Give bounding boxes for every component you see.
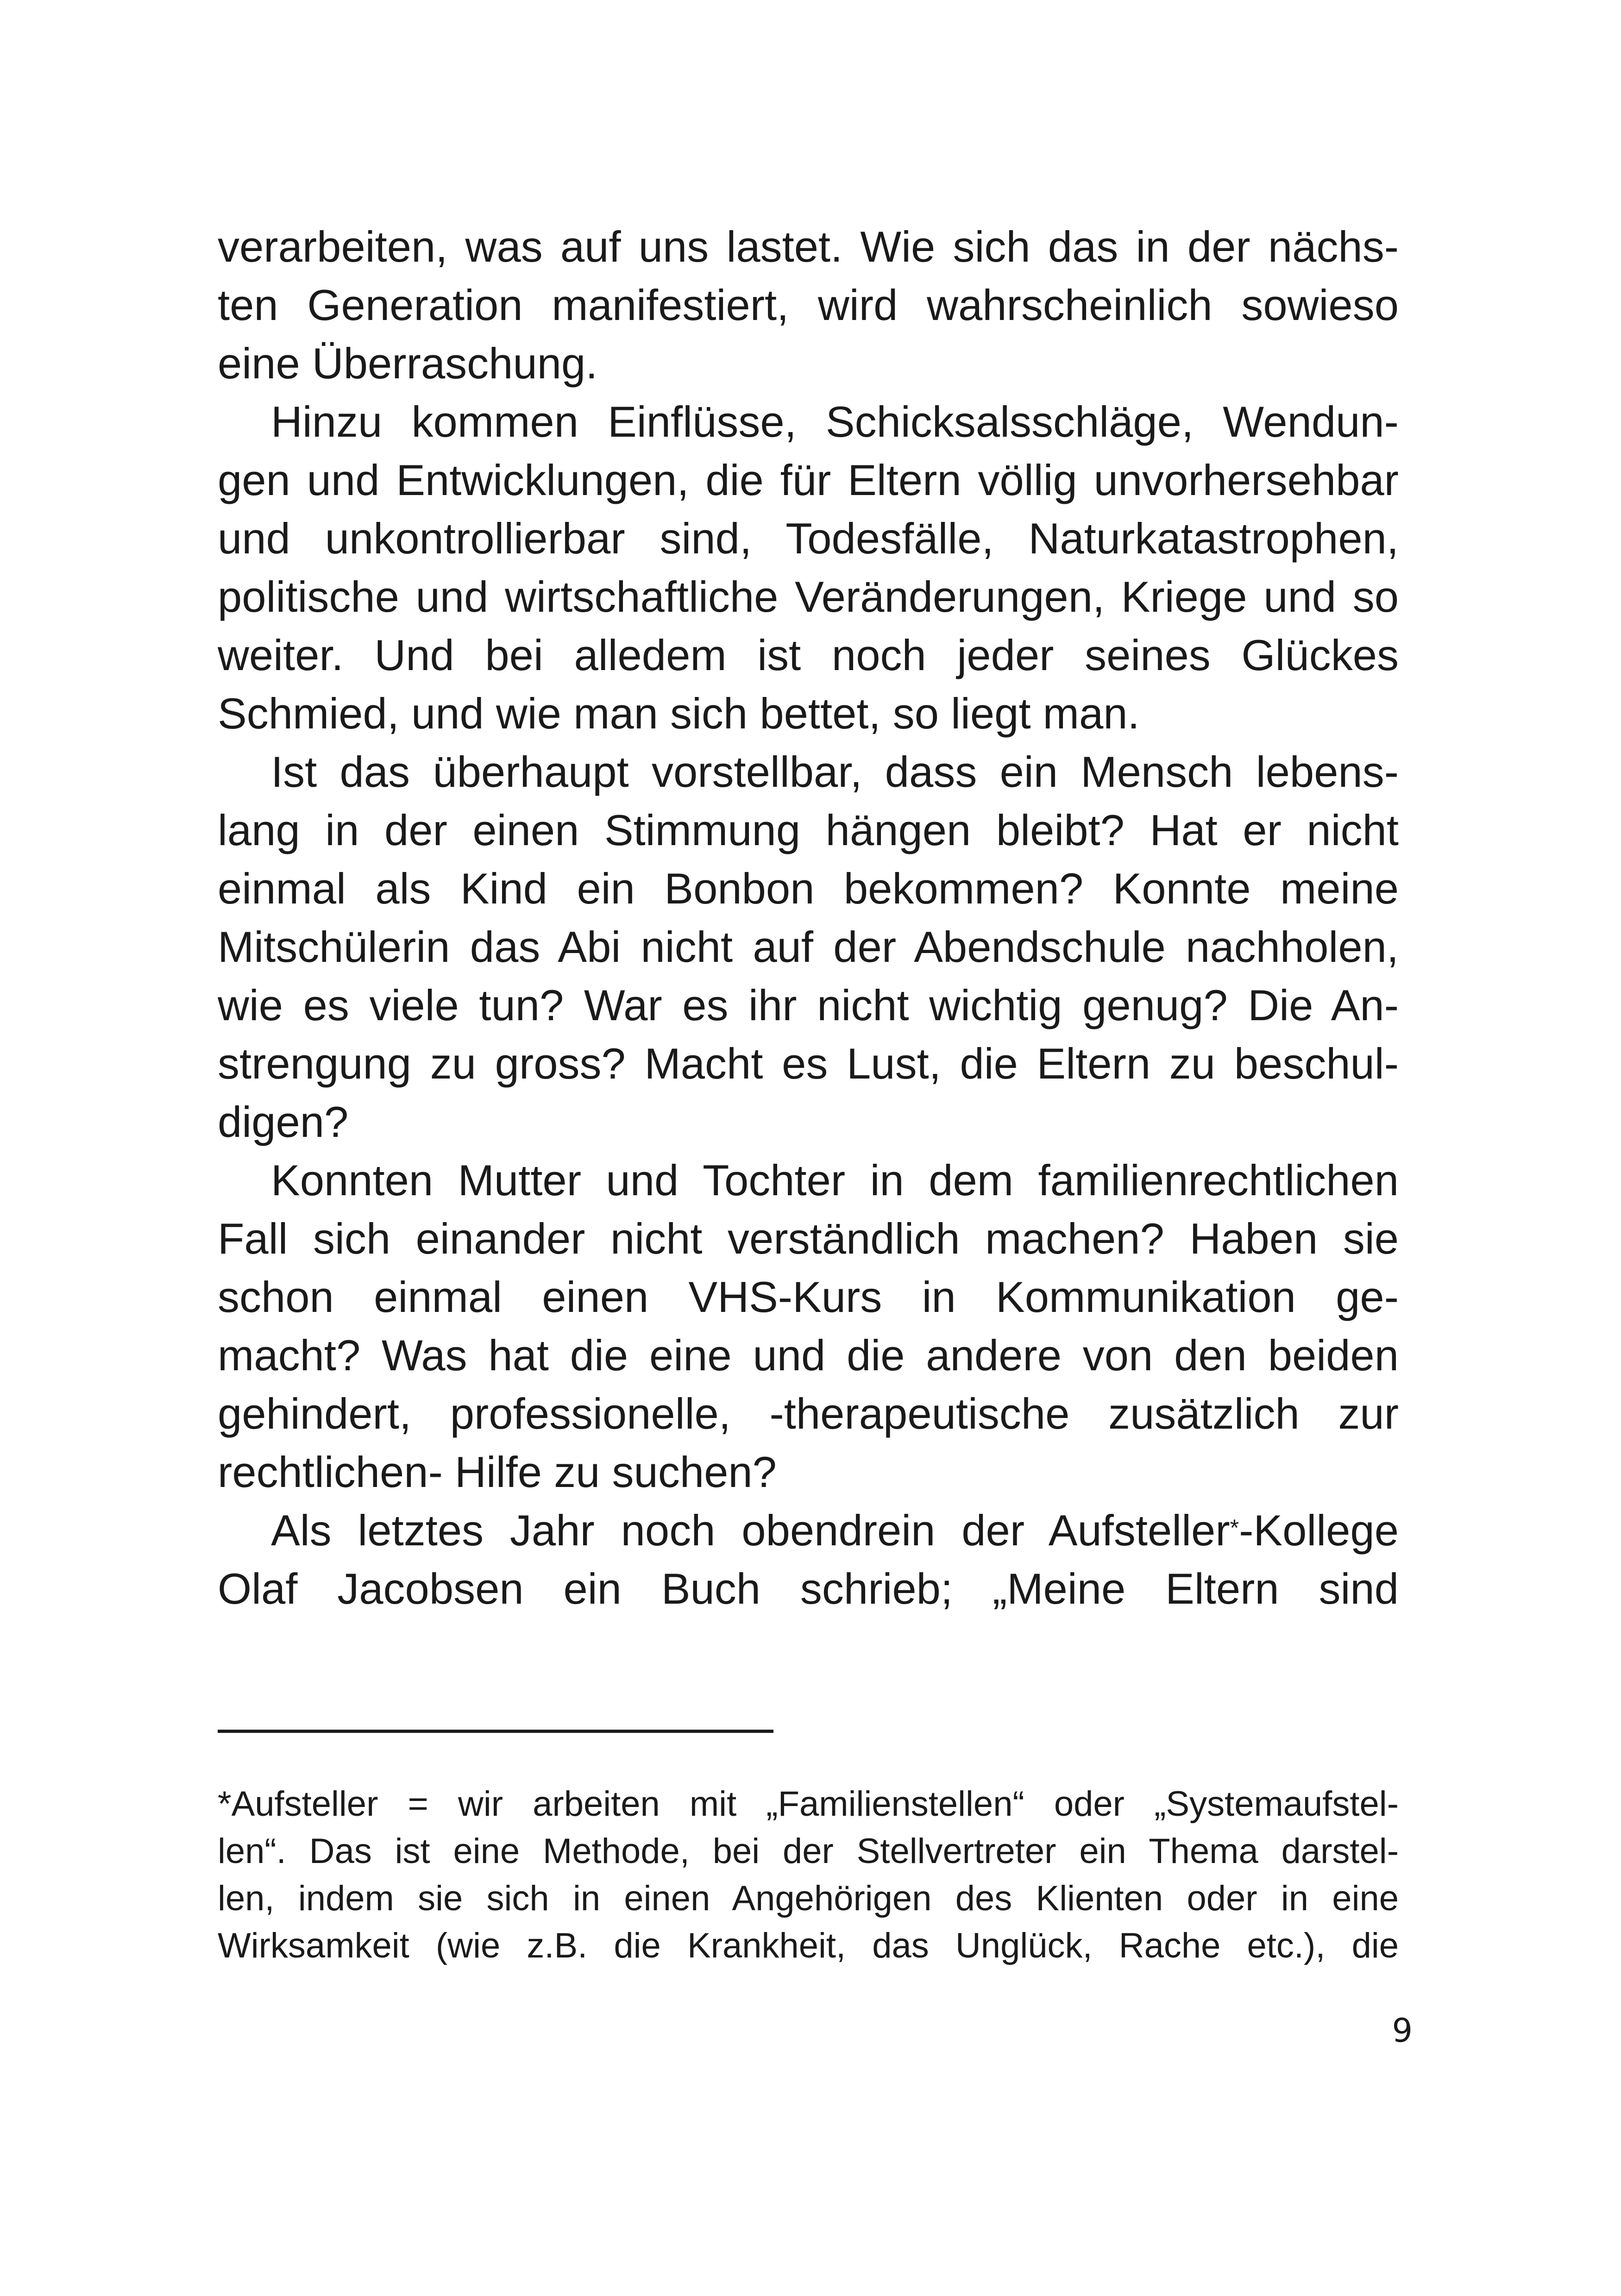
text-fragment: -Kollege — [1239, 1506, 1399, 1555]
page-body — [218, 218, 1399, 1618]
body-text — [218, 218, 1399, 1618]
text-line: eine Überraschung. — [218, 339, 598, 388]
text-line: digen? — [218, 1098, 349, 1146]
footnote-divider — [218, 1730, 773, 1733]
text-line: verarbeiten, was auf uns lastet. Wie sich das in der nächs- — [218, 222, 1399, 271]
text-line: Konnten Mutter und Tochter in dem familienrechtlichen — [271, 1156, 1399, 1204]
text-line: wie es viele tun? War es ihr nicht wichtig genug? Die An- — [218, 981, 1399, 1029]
text-fragment: Als letztes Jahr noch obendrein der Aufsteller — [271, 1506, 1230, 1555]
text-line: macht? Was hat die eine und die andere von den beiden — [218, 1331, 1399, 1380]
text-line: strengung zu gross? Macht es Lust, die Eltern zu beschul- — [218, 1039, 1399, 1088]
text-line: Hinzu kommen Einflüsse, Schicksalsschläge, Wendun- — [271, 397, 1399, 446]
paragraph — [218, 1501, 1399, 1618]
text-line: weiter. Und bei alledem ist noch jeder seines Glückes — [218, 631, 1399, 679]
text-line: Mitschülerin das Abi nicht auf der Abendschule nachholen, — [218, 922, 1399, 971]
text-line: gehindert, professionelle, -therapeutische zusätzlich zur — [218, 1389, 1399, 1438]
text-line — [218, 1501, 1399, 1560]
text-line: Schmied, und wie man sich bettet, so liegt man. — [218, 689, 1140, 738]
footnote-line: Wirksamkeit (wie z.B. die Krankheit, das Unglück, Rache etc.), die — [218, 1926, 1399, 1965]
paragraph — [218, 393, 1399, 743]
text-line: Olaf Jacobsen ein Buch schrieb; „Meine Eltern sind — [218, 1564, 1399, 1613]
paragraph — [218, 218, 1399, 393]
text-line: politische und wirtschaftliche Veränderungen, Kriege und so — [218, 572, 1399, 621]
text-line: ten Generation manifestiert, wird wahrscheinlich sowieso — [218, 281, 1399, 329]
paragraph — [218, 1151, 1399, 1501]
footnote-line: len, indem sie sich in einen Angehörigen des Klienten oder in eine — [218, 1879, 1399, 1918]
text-line: gen und Entwicklungen, die für Eltern völlig unvorhersehbar — [218, 456, 1399, 504]
text-line: und unkontrollierbar sind, Todesfälle, Naturkatastrophen, — [218, 514, 1399, 563]
paragraph — [218, 743, 1399, 1151]
page-number: 9 — [1392, 2012, 1413, 2050]
footnote-line: *Aufsteller = wir arbeiten mit „Familienstellen“ oder „Systemaufstel- — [218, 1784, 1399, 1824]
text-line: rechtlichen- Hilfe zu suchen? — [218, 1448, 777, 1496]
footnote-line: len“. Das ist eine Methode, bei der Stellvertreter ein Thema darstel- — [218, 1832, 1399, 1871]
text-line: Ist das überhaupt vorstellbar, dass ein Mensch lebens- — [271, 747, 1399, 796]
footnote-mark: * — [1230, 1515, 1239, 1541]
footnote — [218, 1781, 1399, 1970]
text-line: einmal als Kind ein Bonbon bekommen? Konnte meine — [218, 864, 1399, 913]
text-line: Fall sich einander nicht verständlich machen? Haben sie — [218, 1214, 1399, 1263]
text-line: lang in der einen Stimmung hängen bleibt? Hat er nicht — [218, 806, 1399, 854]
text-line: schon einmal einen VHS-Kurs in Kommunikation ge- — [218, 1273, 1399, 1321]
